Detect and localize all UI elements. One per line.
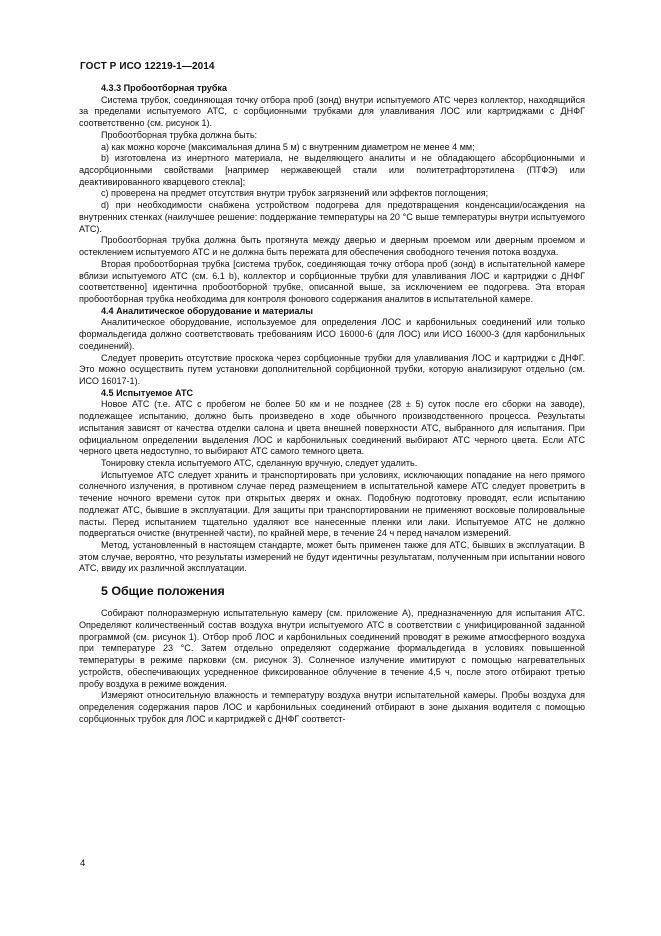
section-4-3-3-paragraph: Вторая пробоотборная трубка [система трубок, соединяющая точку отбора проб (зонд) в испытательной камере вблизи испытуемого АТС (см. 6.1 b), коллектор и сорбционные трубки для улавливания ЛОС и картриджи с ДНФГ соответственно] идентична пробоотборной трубке, описанной выше, за исключением ее подогрева. Эта вторая пробоотборная трубка необходима для контроля фонового содержания аналитов в испытательной камере. xyxy=(79,258,585,304)
section-4-5-paragraph: Испытуемое АТС следует хранить и транспортировать при условиях, исключающих попадание на него прямого солнечного излучения, в противном случае перед размещением в испытательной камере АТС следует проветрить в течение ночного времени суток при открытых дверях и окнах. Подобную подготовку проводят, если испытанию подлежат АТС, бывшие в эксплуатации. Для защиты при транспортировании не применяют восковые полировальные пасты. Перед испытанием тщательно удаляют все нанесенные пленки или лаки. Испытуемое АТС не должно подвергаться очистке (внутренней части), по крайней мере, в течение 24 ч перед началом измерений. xyxy=(79,469,585,539)
list-item-c: c) проверена на предмет отсутствия внутри трубок загрязнений или эффектов поглощения; xyxy=(101,188,489,199)
list-item-b: b) изготовлена из инертного материала, не выделяющего аналиты и не обладающего абсорбционными и адсорбционными свойствами [например нержавеющей стали или политетрафторэтилена (ПТФЭ) или деактивированного кварцевого стекла]; xyxy=(79,153,585,187)
section-4-3-3-paragraph: Пробоотборная трубка должна быть: xyxy=(101,129,258,140)
section-5-title: 5 Общие положения xyxy=(101,584,225,599)
list-item-d: d) при необходимости снабжена устройством подогрева для предотвращения конденсации/осаждения на внутренних стенках (наилучшее решение: поддержание температуры на 20 °С выше температуры внутри испытуемого АТС). xyxy=(79,200,585,234)
section-4-4-paragraph: Следует проверить отсутствие проскока через сорбционные трубки для улавливания ЛОС и картриджи с ДНФГ. Это можно осуществить путем установки дополнительной сорбционной трубки, которую анализируют отдельно (см. ИСО 16017-1). xyxy=(79,352,585,386)
section-5-paragraph: Измеряют относительную влажность и температуру воздуха внутри испытательной камеры. Пробы воздуха для определения содержания паров ЛОС и карбонильных соединений отбирают в зоне дыхания водителя с помощью сорбционных трубок для ЛОС и картриджей с ДНФГ соответст- xyxy=(79,690,585,724)
section-4-5-paragraph: Метод, установленный в настоящем стандарте, может быть применен также для АТС, бывших в эксплуатации. В этом случае, вероятно, что результаты измерений не будут идентичны результатам, полученным при испытании нового АТС, ввиду их различной эксплуатации. xyxy=(79,540,585,574)
section-4-5-title: 4.5 Испытуемое АТС xyxy=(101,387,194,398)
section-4-5-paragraph: Тонировку стекла испытуемого АТС, сделанную вручную, следует удалить. xyxy=(101,458,418,468)
section-4-4-title: 4.4 Аналитическое оборудование и материалы xyxy=(101,305,313,316)
section-4-3-3-paragraph: Пробоотборная трубка должна быть протянута между дверью и дверным проемом или дверным проемом и остеклением испытуемого АТС и не должна быть пережата для обеспечения свободного течения потока воздуха. xyxy=(79,235,585,258)
section-4-3-3-paragraph: Система трубок, соединяющая точку отбора проб (зонд) внутри испытуемого АТС через коллектор, находящийся за пределами испытуемого АТС, с сорбционными трубками для улавливания ЛОС или картриджами с ДНФГ соответственно (см. рисунок 1). xyxy=(79,94,585,129)
section-4-3-3-title: 4.3.3 Пробоотборная трубка xyxy=(101,83,227,93)
page-number: 4 xyxy=(80,858,86,869)
document-header: ГОСТ Р ИСО 12219-1—2014 xyxy=(80,61,215,72)
section-4-5-paragraph: Новое АТС (т.е. АТС с пробегом не более 50 км и не позднее (28 ± 5) суток после его сборки на заводе), подлежащее испытанию, должно быть произведено в ходе обычного производственного процесса. Результаты испытания зависят от качества отделки салона и цвета внешней поверхности АТС, выбранного для испытания. При официальном определении выделения ЛОС и карбонильных соединений выбирают АТС черного цвета. Если АТС черного цвета недоступно, то выбирают АТС самого темного цвета. xyxy=(79,399,585,457)
list-item-a: a) как можно короче (максимальная длина 5 м) с внутренним диаметром не менее 4 мм; xyxy=(101,141,475,152)
section-4-4-paragraph: Аналитическое оборудование, используемое для определения ЛОС и карбонильных соединений или только формальдегида должно соответствовать требованиям ИСО 16000-6 (для ЛОС) или ИСО 16000-3 (для карбонильных соединений). xyxy=(79,317,585,351)
section-5-paragraph: Собирают полноразмерную испытательную камеру (см. приложение А), предназначенную для испытания АТС. Определяют количественный состав воздуха внутри испытуемого АТС в соответствии с унифицированной заданной программой (см. рисунок 1). Отбор проб ЛОС и карбонильных соединений проводят в режиме атмосферного воздуха при температуре 23 °С. Затем отдельно определяют содержание формальдегида в условиях повышенной температуры в режиме парковки (см. рисунок 3). Солнечное излучение имитируют с помощью нагревательных устройств, обеспечивающих усредненное фиксированное облучение в течение 4,5 ч, после этого отбирают третью пробу воздуха в режиме вождения. xyxy=(79,608,585,689)
document-body xyxy=(79,83,585,725)
